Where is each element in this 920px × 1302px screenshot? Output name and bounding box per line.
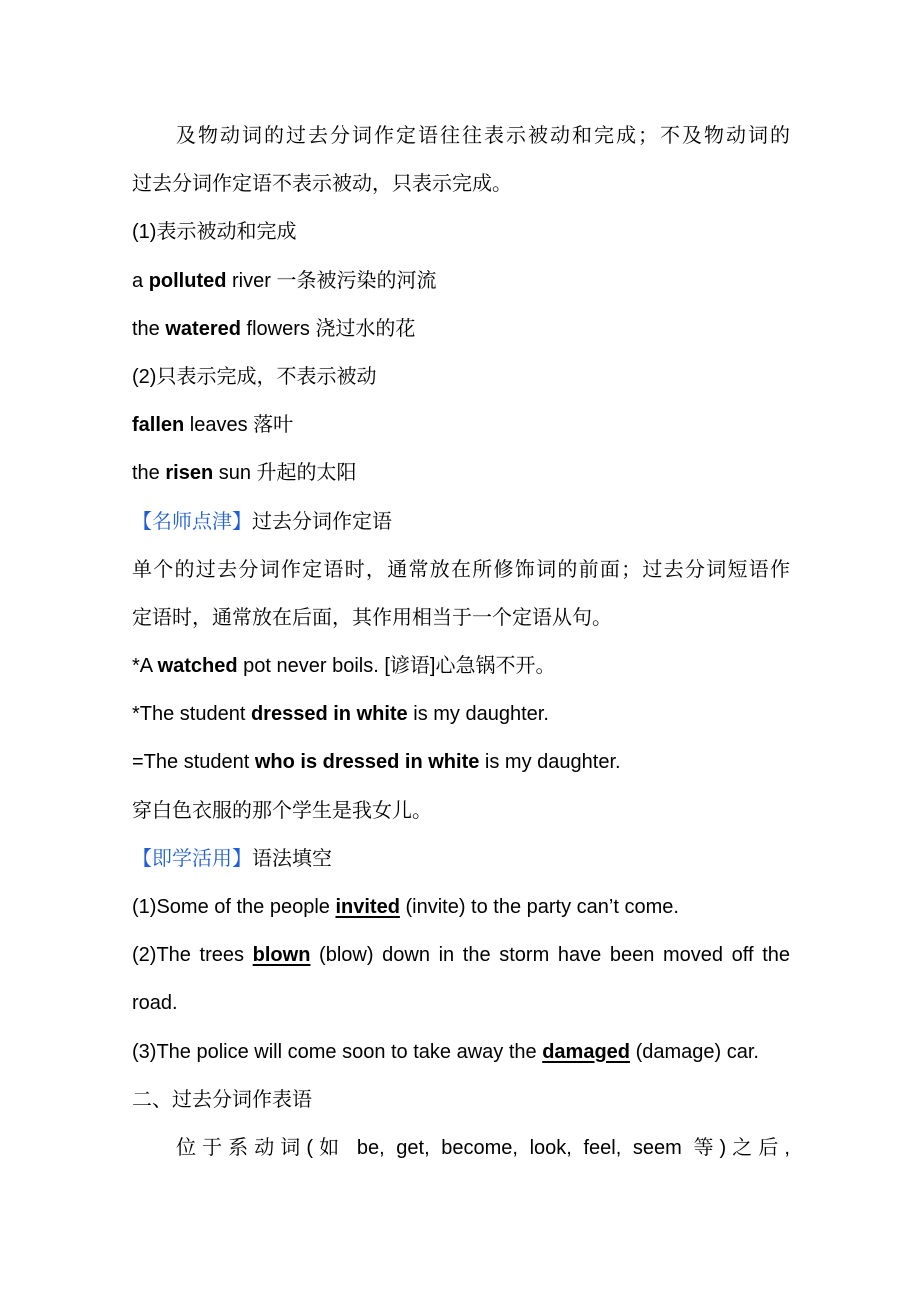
key-term: watched (157, 655, 238, 678)
key-term: dressed in white (250, 703, 408, 726)
tip-label: 【名师点津】 (132, 510, 252, 533)
tip-example-3: =The student who is dressed in white is my daughter. (132, 751, 621, 774)
section1-example-1: a polluted river 一条被污染的河流 (132, 269, 437, 292)
key-term: polluted (148, 269, 227, 292)
tip-title: 过去分词作定语 (252, 510, 392, 533)
next-section-line: 位于系动词(如 be, get, become, look, feel, seem 等)之后, (176, 1136, 790, 1159)
tip-body-line-1: 单个的过去分词作定语时，通常放在所修饰词的前面；过去分词短语作 (132, 558, 790, 581)
section1-example-2: the watered flowers 浇过水的花 (132, 317, 416, 340)
practice-label: 【即学活用】 (132, 847, 252, 870)
practice-heading (132, 835, 790, 883)
answer-blank: invited (335, 896, 400, 918)
section2-example-1: fallen leaves 落叶 (132, 414, 294, 437)
key-term: risen (165, 462, 214, 485)
tip-example-2: *The student dressed in white is my daughter. (132, 703, 549, 726)
practice-question-2-continued: road. (132, 992, 178, 1015)
key-term: fallen (132, 414, 185, 437)
intro-line-1: 及物动词的过去分词作定语往往表示被动和完成；不及物动词的 (176, 125, 790, 147)
section2-heading: (2)只表示完成，不表示被动 (132, 365, 377, 388)
key-term: watered (165, 317, 241, 340)
intro-line-2: 过去分词作定语不表示被动，只表示完成。 (132, 173, 512, 196)
practice-question-3: (3)The police will come soon to take away the damaged (damage) car. (132, 1040, 759, 1063)
answer-blank: blown (252, 944, 311, 967)
tip-translation: 穿白色衣服的那个学生是我女儿。 (132, 799, 432, 822)
document-page (132, 112, 790, 1172)
section2-example-2: the risen sun 升起的太阳 (132, 462, 357, 485)
key-term: who is dressed in white (254, 751, 480, 774)
next-section-heading: 二、过去分词作表语 (132, 1088, 312, 1111)
section1-heading: (1)表示被动和完成 (132, 221, 297, 244)
practice-question-1: (1)Some of the people invited (invite) to the party can’t come. (132, 896, 679, 918)
practice-question-2: (2)The trees blown (blow) down in the storm have been moved off the (132, 944, 790, 967)
practice-title: 语法填空 (252, 847, 332, 870)
tip-body-line-2: 定语时，通常放在后面，其作用相当于一个定语从句。 (132, 606, 612, 629)
answer-blank: damaged (542, 1040, 631, 1063)
tip-heading (132, 498, 790, 546)
tip-example-1: *A watched pot never boils. [谚语]心急锅不开。 (132, 655, 556, 678)
